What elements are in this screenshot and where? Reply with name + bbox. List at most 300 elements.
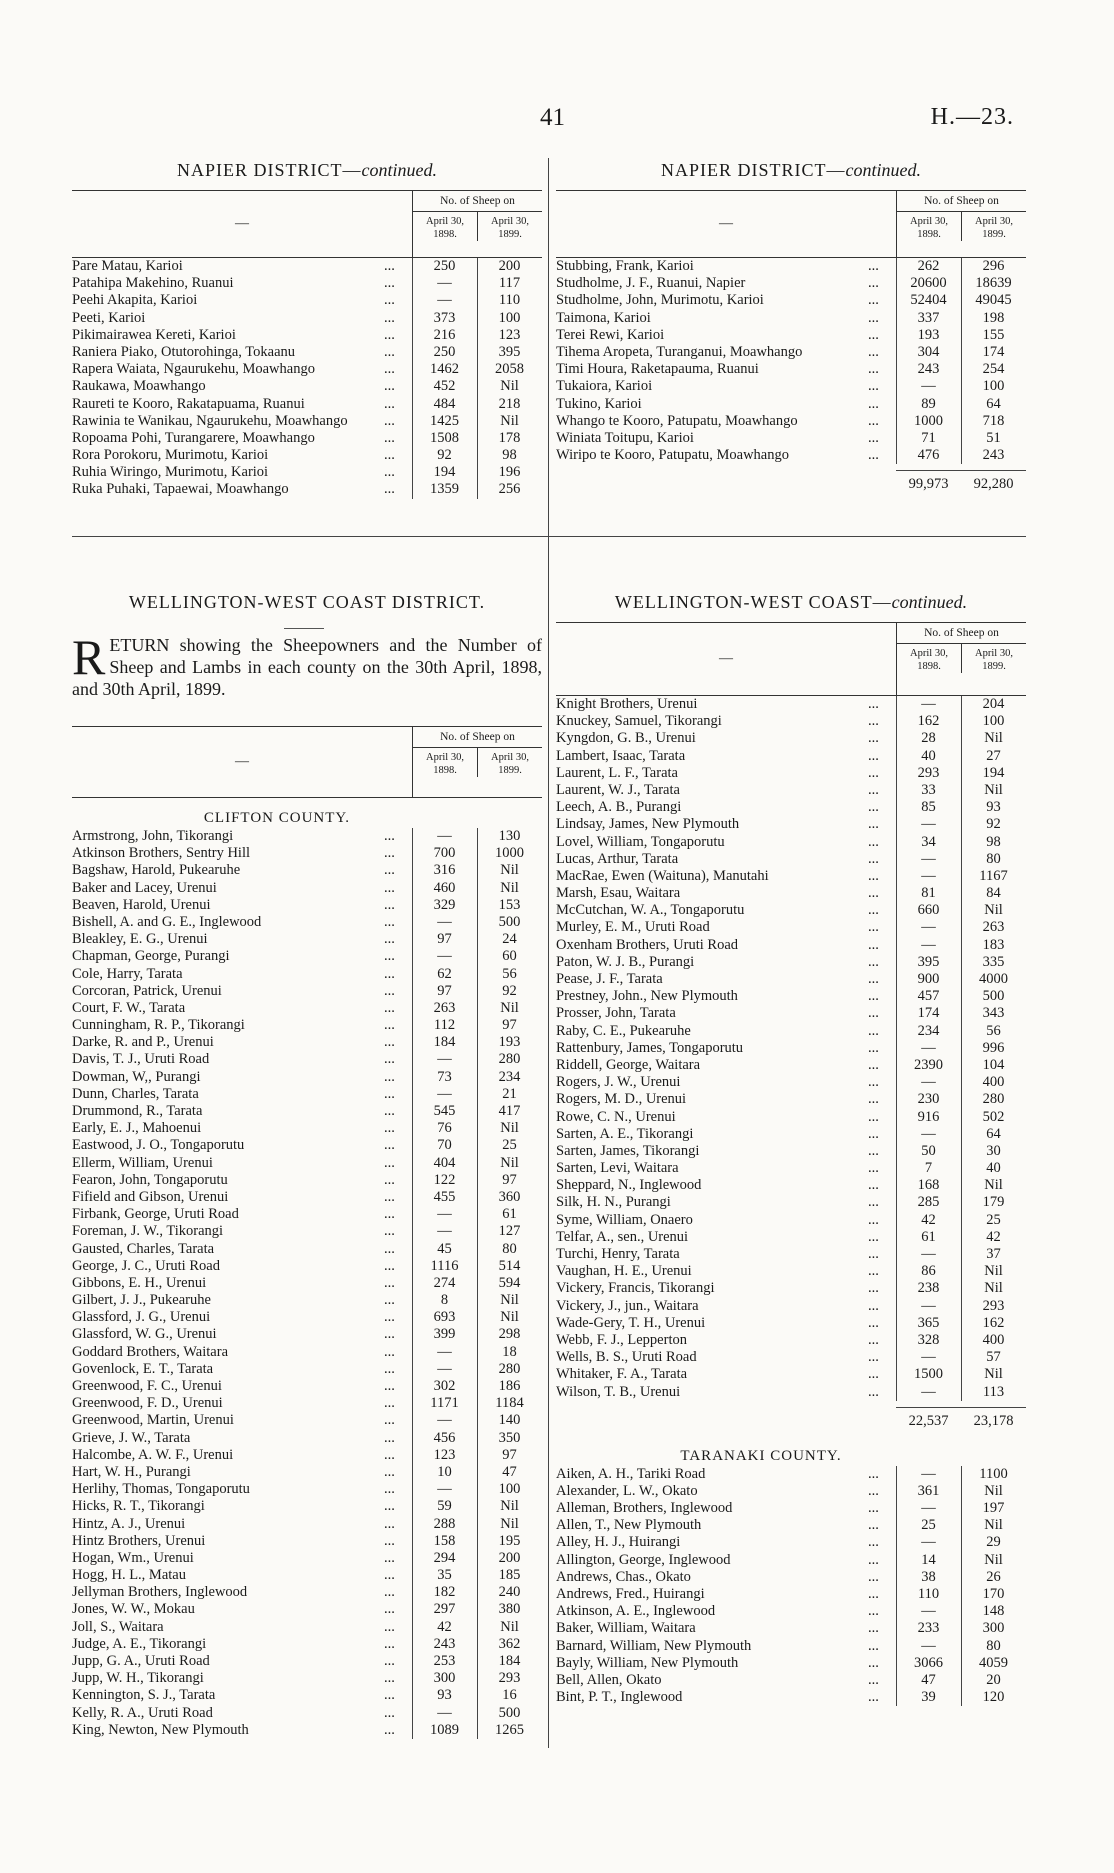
table-row [556, 1040, 1026, 1057]
owner-name: Kennington, S. J., Tarata [72, 1687, 216, 1704]
table-row [556, 954, 1026, 971]
table-row [556, 1534, 1026, 1551]
owner-name: Sarten, A. E., Tikorangi [556, 1125, 694, 1142]
table-row [556, 1074, 1026, 1091]
sheep-1899: Nil [984, 730, 1003, 747]
header-dash: — [235, 216, 249, 231]
owner-name: Court, F. W., Tarata [72, 999, 186, 1016]
table-body [72, 258, 542, 499]
sheep-1898: 1089 [430, 1721, 459, 1738]
sheep-1899: 4059 [979, 1654, 1008, 1671]
owner-name: Leech, A. B., Purangi [556, 799, 682, 816]
table-row [72, 1103, 542, 1120]
sheep-1899: Nil [500, 412, 519, 429]
sheep-1898: — [921, 1039, 936, 1056]
table-row [556, 799, 1026, 816]
sheep-1898: 456 [433, 1429, 456, 1446]
sheep-1898: 484 [433, 395, 456, 412]
sheep-1899: 30 [986, 1142, 1001, 1159]
owner-name: Gibbons, E. H., Urenui [72, 1274, 207, 1291]
table-row [556, 344, 1026, 361]
table-row [556, 902, 1026, 919]
sheep-1898: 47 [921, 1671, 936, 1688]
owner-name: Raby, C. E., Pukearuhe [556, 1022, 691, 1039]
table-row [72, 1137, 542, 1154]
owner-name: Vickery, J., jun., Waitara [556, 1297, 699, 1314]
sheep-1898: 404 [433, 1154, 456, 1171]
owner-name: George, J. C., Uruti Road [72, 1257, 220, 1274]
sheep-1899: 300 [982, 1620, 1005, 1637]
owner-name: Rattenbury, James, Tongaporutu [556, 1039, 744, 1056]
owner-name: Sarten, Levi, Waitara [556, 1160, 679, 1177]
sheep-1899: 93 [986, 799, 1001, 816]
table-row [72, 1687, 542, 1704]
table-row [72, 1241, 542, 1258]
sheep-1898: 1171 [430, 1395, 459, 1412]
group-header: No. of Sheep on [413, 727, 542, 748]
sheep-1898: 395 [917, 953, 940, 970]
sheep-1899: 148 [982, 1603, 1005, 1620]
sheep-1899: 200 [498, 1549, 521, 1566]
owner-name: Greenwood, F. C., Urenui [72, 1378, 222, 1394]
table-row [72, 292, 542, 309]
owner-name: Tukaiora, Karioi [556, 378, 653, 395]
owner-name: Drummond, R., Tarata [72, 1103, 203, 1119]
leader-dots: ... [384, 1223, 395, 1240]
owner-name: Foreman, J. W., Tikorangi [72, 1223, 224, 1240]
sheep-1899: 60 [502, 948, 517, 965]
table-row [556, 1500, 1026, 1517]
table-row [72, 310, 542, 327]
table-row [556, 1586, 1026, 1603]
owner-name: Knight Brothers, Urenui [556, 696, 698, 712]
table-header [556, 190, 1026, 258]
sheep-1899: Nil [500, 1154, 519, 1171]
leader-dots: ... [868, 1689, 879, 1706]
table-row [556, 868, 1026, 885]
leader-dots: ... [384, 464, 395, 481]
document-reference: H.—23. [930, 104, 1014, 130]
sheep-1899: 80 [986, 1637, 1001, 1654]
leader-dots: ... [868, 936, 879, 953]
owner-name: Tukino, Karioi [556, 395, 642, 412]
leader-dots: ... [868, 1074, 879, 1091]
owner-name: Syme, William, Onaero [556, 1211, 693, 1228]
table-row [556, 1638, 1026, 1655]
table-row [556, 885, 1026, 902]
owner-name: Judge, A. E., Tikorangi [72, 1635, 207, 1652]
owner-name: Cunningham, R. P., Tikorangi [72, 1017, 245, 1034]
table-row [556, 834, 1026, 851]
table-header [72, 726, 542, 798]
sheep-1898: 457 [917, 988, 940, 1005]
leader-dots: ... [868, 1314, 879, 1331]
sheep-1899: 179 [982, 1194, 1005, 1211]
table-header [72, 190, 542, 258]
table-row [72, 880, 542, 897]
table-row [556, 1005, 1026, 1022]
table-row [556, 361, 1026, 378]
sheep-1898: — [921, 850, 936, 867]
leader-dots: ... [384, 862, 395, 879]
sheep-1899: 51 [986, 429, 1001, 446]
table-row [72, 1120, 542, 1137]
owner-name: Andrews, Fred., Huirangi [556, 1586, 705, 1602]
sheep-1898: 45 [437, 1240, 452, 1257]
owner-name: Turchi, Henry, Tarata [556, 1246, 680, 1262]
table-row [556, 1349, 1026, 1366]
sheep-1898: 329 [433, 896, 456, 913]
sheep-1898: 316 [433, 862, 456, 879]
table-row [556, 1298, 1026, 1315]
owner-name: Bleakley, E. G., Urenui [72, 931, 208, 948]
leader-dots: ... [868, 1366, 879, 1383]
table-row [556, 327, 1026, 344]
sheep-1898: 373 [433, 309, 456, 326]
sheep-1899: 1184 [495, 1395, 524, 1412]
sheep-1899: 185 [498, 1567, 521, 1584]
sheep-1899: 84 [986, 885, 1001, 902]
table-row [72, 845, 542, 862]
sheep-1898: 7 [924, 1160, 933, 1177]
owner-name: Sarten, James, Tikorangi [556, 1142, 700, 1159]
sheep-1899: 21 [502, 1085, 517, 1102]
sheep-1899: 360 [498, 1188, 521, 1205]
sheep-1898: 40 [921, 747, 936, 764]
leader-dots: ... [868, 1349, 879, 1366]
sheep-1899: 97 [502, 1171, 517, 1188]
sheep-1899: 256 [498, 481, 521, 498]
sheep-1898: — [921, 1297, 936, 1314]
sheep-1898: 300 [433, 1670, 456, 1687]
sheep-1898: 34 [921, 833, 936, 850]
sheep-1898: — [921, 816, 936, 833]
table-row [556, 782, 1026, 799]
owner-name: Hart, W. H., Purangi [72, 1463, 191, 1480]
leader-dots: ... [868, 1108, 879, 1125]
sheep-1899: 61 [502, 1206, 517, 1223]
sheep-1898: 93 [437, 1687, 452, 1704]
sheep-1898: 62 [437, 965, 452, 982]
table-row [556, 1366, 1026, 1383]
leader-dots: ... [384, 1670, 395, 1687]
sheep-1899: Nil [500, 1618, 519, 1635]
owner-name: Armstrong, John, Tikorangi [72, 828, 234, 844]
table-row [556, 1280, 1026, 1297]
owner-name: Rapera Waiata, Ngaurukehu, Moawhango [72, 361, 315, 378]
table-row [72, 481, 542, 498]
leader-dots: ... [868, 1465, 879, 1482]
leader-dots: ... [384, 1515, 395, 1532]
leader-dots: ... [384, 326, 395, 343]
sheep-1899: 254 [982, 361, 1005, 378]
owner-name: Jupp, W. H., Tikorangi [72, 1670, 204, 1687]
column-rule [896, 258, 897, 464]
owner-name: Vaughan, H. E., Urenui [556, 1263, 692, 1280]
header-group [896, 623, 1026, 695]
owner-name: Halcombe, A. W. F., Urenui [72, 1446, 234, 1463]
owner-name: Silk, H. N., Purangi [556, 1194, 671, 1211]
sheep-1898: — [437, 1051, 452, 1068]
column-rule [412, 828, 413, 1739]
owner-name: Chapman, George, Purangi [72, 948, 230, 965]
owner-name: Sheppard, N., Inglewood [556, 1177, 702, 1194]
sheep-1898: — [437, 275, 452, 292]
leader-dots: ... [868, 1603, 879, 1620]
table-row [72, 1447, 542, 1464]
sheep-1899: 263 [982, 919, 1005, 936]
leader-dots: ... [384, 999, 395, 1016]
sheep-1899: 97 [502, 1017, 517, 1034]
leader-dots: ... [868, 1211, 879, 1228]
leader-dots: ... [868, 713, 879, 730]
leader-dots: ... [868, 1534, 879, 1551]
leader-dots: ... [868, 1551, 879, 1568]
owner-name: Atkinson, A. E., Inglewood [556, 1603, 716, 1620]
sheep-1898: 274 [433, 1274, 456, 1291]
table-row [72, 1584, 542, 1601]
sheep-1899: 162 [982, 1314, 1005, 1331]
column-rule [412, 258, 413, 499]
sheep-1899: 16 [502, 1687, 517, 1704]
sheep-1899: 197 [982, 1500, 1005, 1517]
leader-dots: ... [868, 1500, 879, 1517]
sheep-1899: 178 [498, 429, 521, 446]
sheep-1898: 71 [921, 429, 936, 446]
owner-name: Grieve, J. W., Tarata [72, 1429, 191, 1446]
table-row [72, 1086, 542, 1103]
leader-dots: ... [384, 343, 395, 360]
sheep-1898: 28 [921, 730, 936, 747]
owner-name: Riddell, George, Waitara [556, 1056, 701, 1073]
sheep-1899: Nil [500, 1309, 519, 1326]
sheep-1898: 243 [917, 361, 940, 378]
sheep-1898: 76 [437, 1120, 452, 1137]
sheep-1899: 4000 [979, 971, 1008, 987]
table-row [556, 275, 1026, 292]
leader-dots: ... [384, 913, 395, 930]
sheep-1898: 263 [433, 999, 456, 1016]
col2-header: April 30, 1899. [477, 748, 542, 777]
leader-dots: ... [868, 258, 879, 274]
leader-dots: ... [384, 1601, 395, 1618]
sheep-1898: 900 [917, 971, 940, 987]
table-row [72, 862, 542, 879]
table-row [72, 1464, 542, 1481]
table-row [72, 361, 542, 378]
section-rule [72, 536, 1026, 537]
table-row [72, 1189, 542, 1206]
sheep-1899: Nil [984, 1551, 1003, 1568]
column-divider [548, 158, 549, 1748]
sheep-1899: Nil [984, 1517, 1003, 1534]
sheep-1898: — [921, 1246, 936, 1262]
leader-dots: ... [868, 919, 879, 936]
sheep-1898: 365 [917, 1314, 940, 1331]
sheep-1899: 98 [986, 833, 1001, 850]
sheep-1898: — [437, 1360, 452, 1377]
sheep-1898: — [921, 1349, 936, 1366]
owner-name: Taimona, Karioi [556, 309, 651, 326]
sheep-1899: 198 [982, 309, 1005, 326]
owner-name: Stubbing, Frank, Karioi [556, 258, 694, 274]
sheep-1899: 80 [986, 850, 1001, 867]
sheep-1898: 42 [921, 1211, 936, 1228]
leader-dots: ... [384, 1068, 395, 1085]
sheep-1898: — [921, 867, 936, 884]
table-row [556, 1603, 1026, 1620]
sheep-1899: 97 [502, 1446, 517, 1463]
leader-dots: ... [384, 1206, 395, 1223]
leader-dots: ... [384, 447, 395, 464]
owner-name: Hogg, H. L., Matau [72, 1567, 186, 1584]
sheep-1899: 170 [982, 1586, 1005, 1602]
table-row [556, 430, 1026, 447]
leader-dots: ... [868, 1586, 879, 1602]
sheep-1899: 196 [498, 464, 521, 481]
leader-dots: ... [868, 1297, 879, 1314]
col2-header: April 30, 1899. [477, 212, 542, 241]
leader-dots: ... [868, 1125, 879, 1142]
sheep-1899: 64 [986, 1125, 1001, 1142]
sheep-1898: 42 [437, 1618, 452, 1635]
table-row [72, 1309, 542, 1326]
owner-name: Dowman, W,, Purangi [72, 1068, 201, 1085]
sheep-1898: 20600 [910, 275, 947, 292]
table-row [556, 1143, 1026, 1160]
sheep-1899: 27 [986, 747, 1001, 764]
leader-dots: ... [868, 1263, 879, 1280]
owner-name: Wiripo te Kooro, Patupatu, Moawhango [556, 447, 789, 464]
group-header: No. of Sheep on [897, 623, 1026, 644]
sheep-1898: — [437, 828, 452, 844]
owner-name: Early, E. J., Mahoenui [72, 1120, 202, 1137]
table-row [556, 378, 1026, 395]
sheep-1899: 1100 [979, 1465, 1008, 1482]
total-1898: 99,973 [908, 476, 949, 493]
sheep-1899: 26 [986, 1568, 1001, 1585]
owner-name: Corcoran, Patrick, Urenui [72, 982, 222, 999]
leader-dots: ... [384, 1309, 395, 1326]
group-header: No. of Sheep on [413, 191, 542, 212]
sheep-1898: 288 [433, 1515, 456, 1532]
sheep-1899: Nil [984, 1177, 1003, 1194]
table-row [556, 310, 1026, 327]
leader-dots: ... [384, 1429, 395, 1446]
table-row [72, 1395, 542, 1412]
sheep-1899: 380 [498, 1601, 521, 1618]
leader-dots: ... [384, 412, 395, 429]
leader-dots: ... [868, 988, 879, 1005]
sheep-1899: 49045 [975, 292, 1012, 309]
table-row [72, 897, 542, 914]
table-row [72, 1292, 542, 1309]
table-row [72, 1155, 542, 1172]
sheep-1898: 10 [437, 1463, 452, 1480]
table-row [72, 1034, 542, 1051]
leader-dots: ... [384, 481, 395, 498]
table-row [72, 1601, 542, 1618]
owner-name: Jellyman Brothers, Inglewood [72, 1584, 248, 1601]
sheep-1899: 218 [498, 395, 521, 412]
column-rule [477, 258, 478, 499]
table-row [556, 1466, 1026, 1483]
owner-name: Alleman, Brothers, Inglewood [556, 1500, 733, 1517]
table-row [556, 1552, 1026, 1569]
owner-name: Ropoama Pohi, Turangarere, Moawhango [72, 429, 315, 446]
sheep-1899: 400 [982, 1331, 1005, 1348]
sheep-1898: 97 [437, 931, 452, 948]
leader-dots: ... [868, 378, 879, 395]
leader-dots: ... [868, 1246, 879, 1262]
leader-dots: ... [384, 965, 395, 982]
section-title: WELLINGTON-WEST COAST DISTRICT. [128, 592, 486, 612]
table-row [72, 1550, 542, 1567]
table-row [556, 765, 1026, 782]
leader-dots: ... [384, 378, 395, 395]
owner-name: Andrews, Chas., Okato [556, 1568, 691, 1585]
owner-name: Glassford, J. G., Urenui [72, 1309, 211, 1326]
owner-name: MacRae, Ewen (Waituna), Manutahi [556, 867, 769, 884]
owner-name: Lucas, Arthur, Tarata [556, 850, 679, 867]
sheep-1899: 140 [498, 1412, 521, 1429]
sheep-1899: 18 [502, 1343, 517, 1360]
owner-name: Vickery, Francis, Tikorangi [556, 1280, 715, 1297]
column-rule [961, 258, 962, 464]
owner-name: Alexander, L. W., Okato [556, 1482, 698, 1499]
sheep-1899: Nil [984, 902, 1003, 919]
table-row [72, 1361, 542, 1378]
sheep-1899: 25 [502, 1137, 517, 1154]
owner-name: Bayly, William, New Plymouth [556, 1654, 739, 1671]
sheep-1898: 1000 [914, 412, 943, 429]
sheep-1898: 3066 [914, 1654, 943, 1671]
leader-dots: ... [868, 309, 879, 326]
header-dash: — [719, 651, 733, 666]
owner-name: Studholme, John, Murimotu, Karioi [556, 292, 764, 309]
sheep-1899: 130 [498, 828, 521, 844]
sheep-1899: 47 [502, 1463, 517, 1480]
leader-dots: ... [868, 885, 879, 902]
sheep-1899: 110 [498, 292, 521, 309]
sheep-1898: — [437, 1085, 452, 1102]
sheep-1899: 186 [498, 1378, 521, 1394]
leader-dots: ... [868, 799, 879, 816]
sheep-1899: 57 [986, 1349, 1001, 1366]
sheep-1898: 455 [433, 1188, 456, 1205]
owner-name: Allington, George, Inglewood [556, 1551, 731, 1568]
owner-name: Paton, W. J. B., Purangi [556, 953, 695, 970]
sheep-1898: 174 [917, 1005, 940, 1022]
owner-name: Cole, Harry, Tarata [72, 965, 183, 982]
total-row [896, 470, 1026, 497]
sheep-1899: Nil [984, 1366, 1003, 1383]
sheep-1899: 92 [986, 816, 1001, 833]
sheep-1898: 253 [433, 1653, 456, 1669]
sheep-1899: 335 [982, 953, 1005, 970]
owner-name: Atkinson Brothers, Sentry Hill [72, 845, 251, 862]
owner-name: Wilson, T. B., Urenui [556, 1383, 681, 1400]
sheep-1898: — [921, 1383, 936, 1400]
county-heading: TARANAKI COUNTY. [680, 1447, 842, 1464]
owner-name: Goddard Brothers, Waitara [72, 1343, 229, 1360]
sheep-1898: 262 [917, 258, 940, 274]
table-row [556, 396, 1026, 413]
sheep-1898: 39 [921, 1689, 936, 1706]
leader-dots: ... [384, 1257, 395, 1274]
table-row [556, 851, 1026, 868]
sheep-1898: 399 [433, 1326, 456, 1343]
